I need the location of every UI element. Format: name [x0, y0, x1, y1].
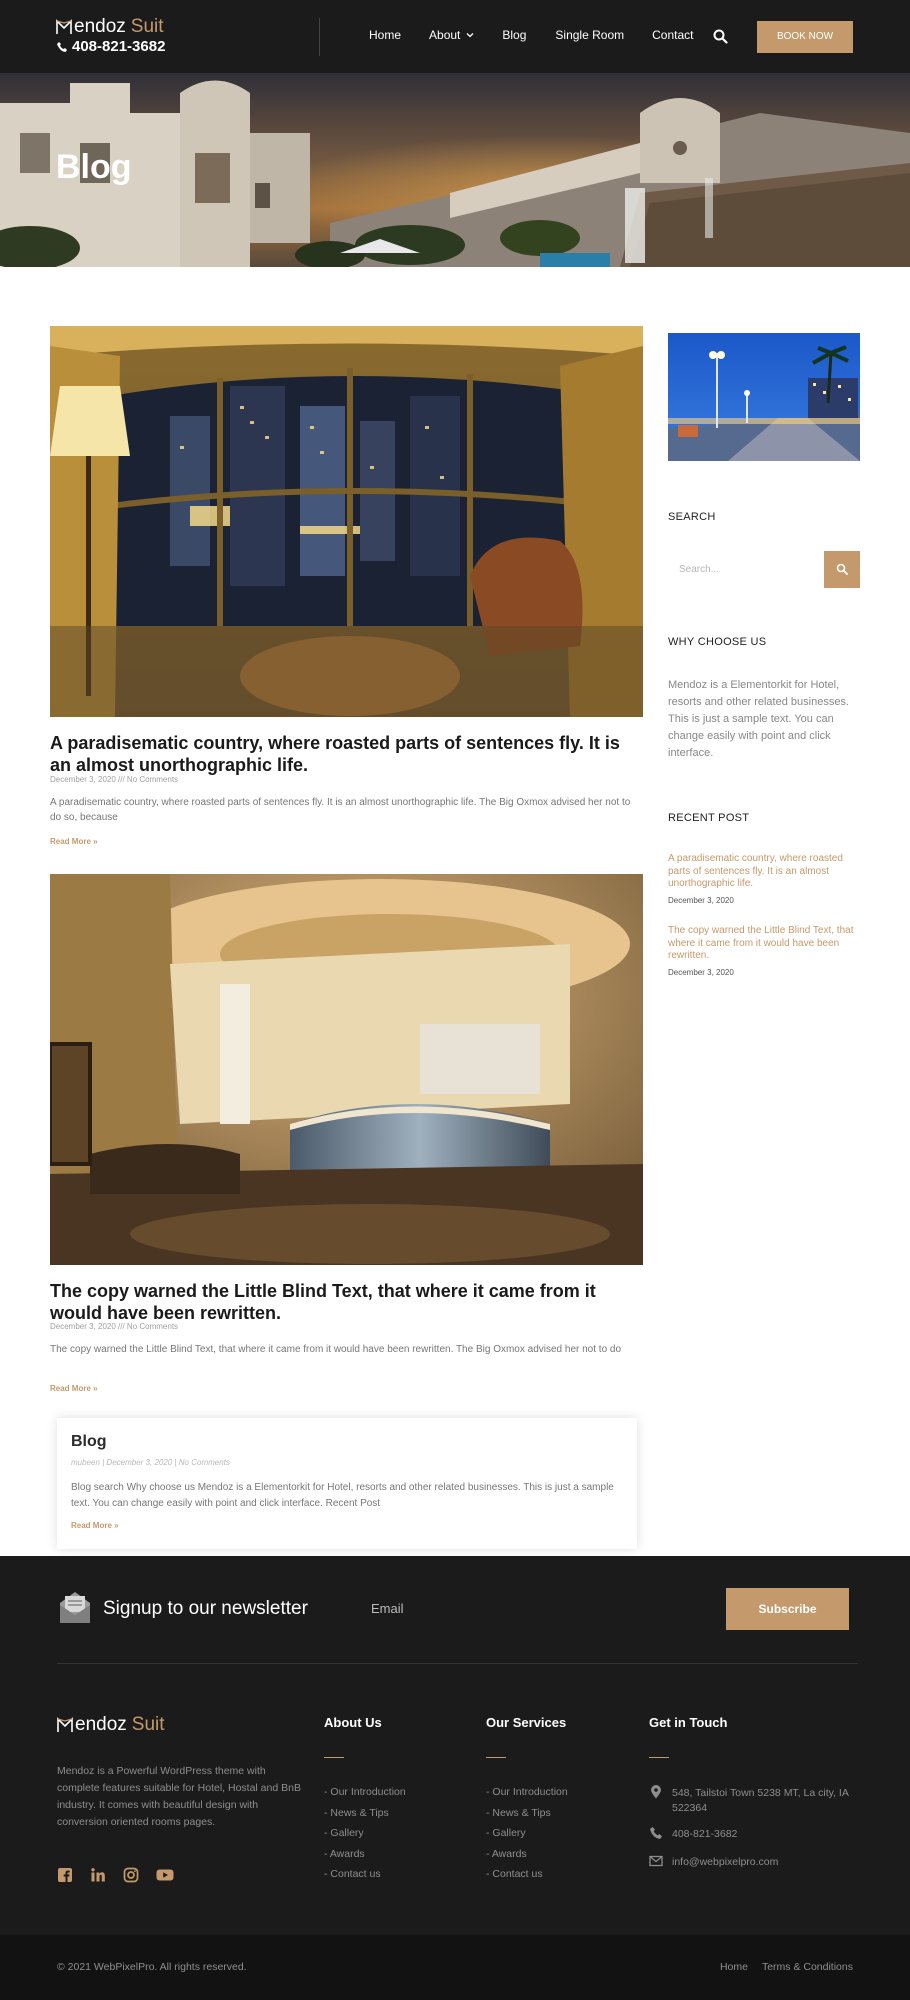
footer-services-link-5[interactable]: - Contact us — [486, 1868, 543, 1880]
footer-bottom-link-terms[interactable]: Terms & Conditions — [761, 1961, 853, 1973]
facebook-icon[interactable] — [57, 1867, 73, 1883]
envelope-open-icon — [57, 1589, 93, 1625]
sidebar-search-field[interactable] — [668, 551, 824, 588]
sidebar-promenade-photo — [668, 333, 860, 461]
logo-name: endoz — [74, 16, 126, 37]
chevron-down-icon — [466, 31, 474, 39]
blog-card-read-more[interactable]: Read More » — [71, 1521, 119, 1530]
footer-address: 548, Tailstoi Town 5238 MT, La city, IA 522364 — [672, 1787, 849, 1814]
copyright-text: © 2021 WebPixelPro. All rights reserved. — [57, 1961, 247, 1973]
newsletter-email-input[interactable] — [371, 1595, 711, 1621]
post-2-read-more[interactable]: Read More » — [50, 1384, 98, 1393]
page-hero — [0, 73, 910, 267]
footer-services-link-4[interactable]: - Awards — [486, 1848, 527, 1860]
sidebar-search-heading: SEARCH — [668, 511, 716, 523]
footer-description: Mendoz is a Powerful WordPress theme with complete features suitable for Hotel, Hostal and BnB industry. It comes with beautiful design with conversion oriented rooms pages. — [57, 1765, 301, 1828]
footer-bottom-links — [706, 1961, 853, 1973]
nav-about-label: About — [429, 28, 461, 42]
post-1-meta: December 3, 2020 /// No Comments — [50, 775, 179, 784]
main-nav — [369, 28, 721, 42]
footer-contact-title: Get in Touch — [649, 1715, 728, 1730]
youtube-icon[interactable] — [156, 1867, 174, 1883]
post-1-excerpt: A paradisematic country, where roasted parts of sentences fly. It is an almost unorthographic life. The Big Oxmox advised her not to do so, because — [50, 797, 631, 823]
map-pin-icon — [649, 1785, 663, 1799]
footer-logo[interactable] — [57, 1714, 165, 1736]
post-1-read-more[interactable]: Read More » — [50, 837, 98, 846]
site-logo[interactable] — [56, 17, 165, 55]
phone-icon — [56, 41, 68, 53]
envelope-icon — [649, 1854, 663, 1868]
instagram-icon[interactable] — [123, 1867, 139, 1883]
nav-blog[interactable]: Blog — [502, 28, 527, 42]
post-2-excerpt: The copy warned the Little Blind Text, that where it came from it would have been rewritten. The Big Oxmox advised her not to do — [50, 1344, 622, 1355]
search-icon — [836, 563, 848, 575]
footer-divider — [57, 1663, 858, 1664]
footer-bottom-bar — [0, 1935, 910, 2000]
nav-about[interactable] — [429, 28, 474, 42]
footer-services-link-3[interactable]: - Gallery — [486, 1827, 526, 1839]
footer-bottom-link-home[interactable]: Home — [719, 1961, 748, 1973]
footer-about-link-2[interactable]: - News & Tips — [324, 1807, 389, 1819]
post-1-image[interactable] — [50, 326, 643, 717]
recent-post-2-date: December 3, 2020 — [668, 968, 734, 977]
footer-about-title: About Us — [324, 1715, 382, 1730]
footer-services-link-2[interactable]: - News & Tips — [486, 1807, 551, 1819]
post-2-title[interactable]: The copy warned the Little Blind Text, that where it came from it would have been rewritten. — [50, 1281, 596, 1323]
sidebar-image — [668, 333, 860, 461]
recent-post-2-title[interactable]: The copy warned the Little Blind Text, that where it came from it would have been rewritten. — [668, 925, 854, 961]
footer-services-title: Our Services — [486, 1715, 567, 1730]
footer-contact-underline — [649, 1757, 669, 1758]
sidebar-why-text: Mendoz is a Elementorkit for Hotel, resorts and other related businesses. This is just a sample text. You can change easily with point and click interface. — [668, 679, 849, 759]
blog-card-meta: mubeen | December 3, 2020 | No Comments — [71, 1458, 230, 1467]
sidebar-search-button[interactable] — [824, 551, 860, 588]
blog-card — [57, 1418, 637, 1549]
footer-services-link-1[interactable]: - Our Introduction — [486, 1786, 568, 1798]
site-header — [0, 0, 910, 73]
footer-about-link-1[interactable]: - Our Introduction — [324, 1786, 406, 1798]
logo-m-icon — [57, 1717, 73, 1733]
page-title: Blog — [56, 148, 132, 186]
post-2-photo — [50, 874, 643, 1265]
blog-card-text: Blog search Why choose us Mendoz is a Elementorkit for Hotel, resorts and other related businesses. This is just a sample text. You can change easily with point and click interface. Recent Post — [71, 1482, 614, 1509]
footer-logo-name: endoz — [75, 1714, 127, 1735]
footer-logo-accent: Suit — [131, 1714, 165, 1735]
blog-card-title[interactable]: Blog — [71, 1433, 107, 1450]
post-1-photo — [50, 326, 643, 717]
footer-about-link-5[interactable]: - Contact us — [324, 1868, 381, 1880]
footer-about-link-4[interactable]: - Awards — [324, 1848, 365, 1860]
sidebar-search-input[interactable] — [668, 551, 824, 588]
recent-post-1-title[interactable]: A paradisematic country, where roasted parts of sentences fly. It is an almost unorthographic life. — [668, 853, 843, 889]
footer-phone[interactable]: 408-821-3682 — [672, 1828, 738, 1840]
footer-about-underline — [324, 1757, 344, 1758]
sidebar-recent-heading: RECENT POST — [668, 812, 750, 824]
site-footer — [0, 1556, 910, 1935]
footer-services-underline — [486, 1757, 506, 1758]
newsletter-email-field[interactable] — [371, 1595, 711, 1621]
newsletter-title: Signup to our newsletter — [103, 1598, 308, 1619]
sidebar-why-heading: WHY CHOOSE US — [668, 636, 767, 648]
logo-m-icon — [56, 19, 72, 35]
footer-email[interactable]: info@webpixelpro.com — [672, 1856, 779, 1868]
nav-single-room[interactable]: Single Room — [555, 28, 625, 42]
post-2-image[interactable] — [50, 874, 643, 1265]
logo-name-accent: Suit — [130, 16, 164, 37]
post-1-title[interactable]: A paradisematic country, where roasted parts of sentences fly. It is an almost unorthographic life. — [50, 733, 620, 775]
post-2-meta: December 3, 2020 /// No Comments — [50, 1322, 179, 1331]
phone-icon — [649, 1826, 663, 1840]
header-divider — [319, 18, 320, 56]
header-phone[interactable]: 408-821-3682 — [72, 38, 166, 55]
linkedin-icon[interactable] — [90, 1867, 106, 1883]
footer-about-link-3[interactable]: - Gallery — [324, 1827, 364, 1839]
book-now-button[interactable]: BOOK NOW — [757, 21, 853, 53]
search-icon[interactable] — [713, 29, 728, 44]
nav-home[interactable]: Home — [369, 28, 402, 42]
recent-post-1-date: December 3, 2020 — [668, 896, 734, 905]
nav-contact[interactable]: Contact — [652, 28, 694, 42]
subscribe-button[interactable]: Subscribe — [726, 1588, 849, 1630]
hero-background-image — [0, 73, 910, 267]
